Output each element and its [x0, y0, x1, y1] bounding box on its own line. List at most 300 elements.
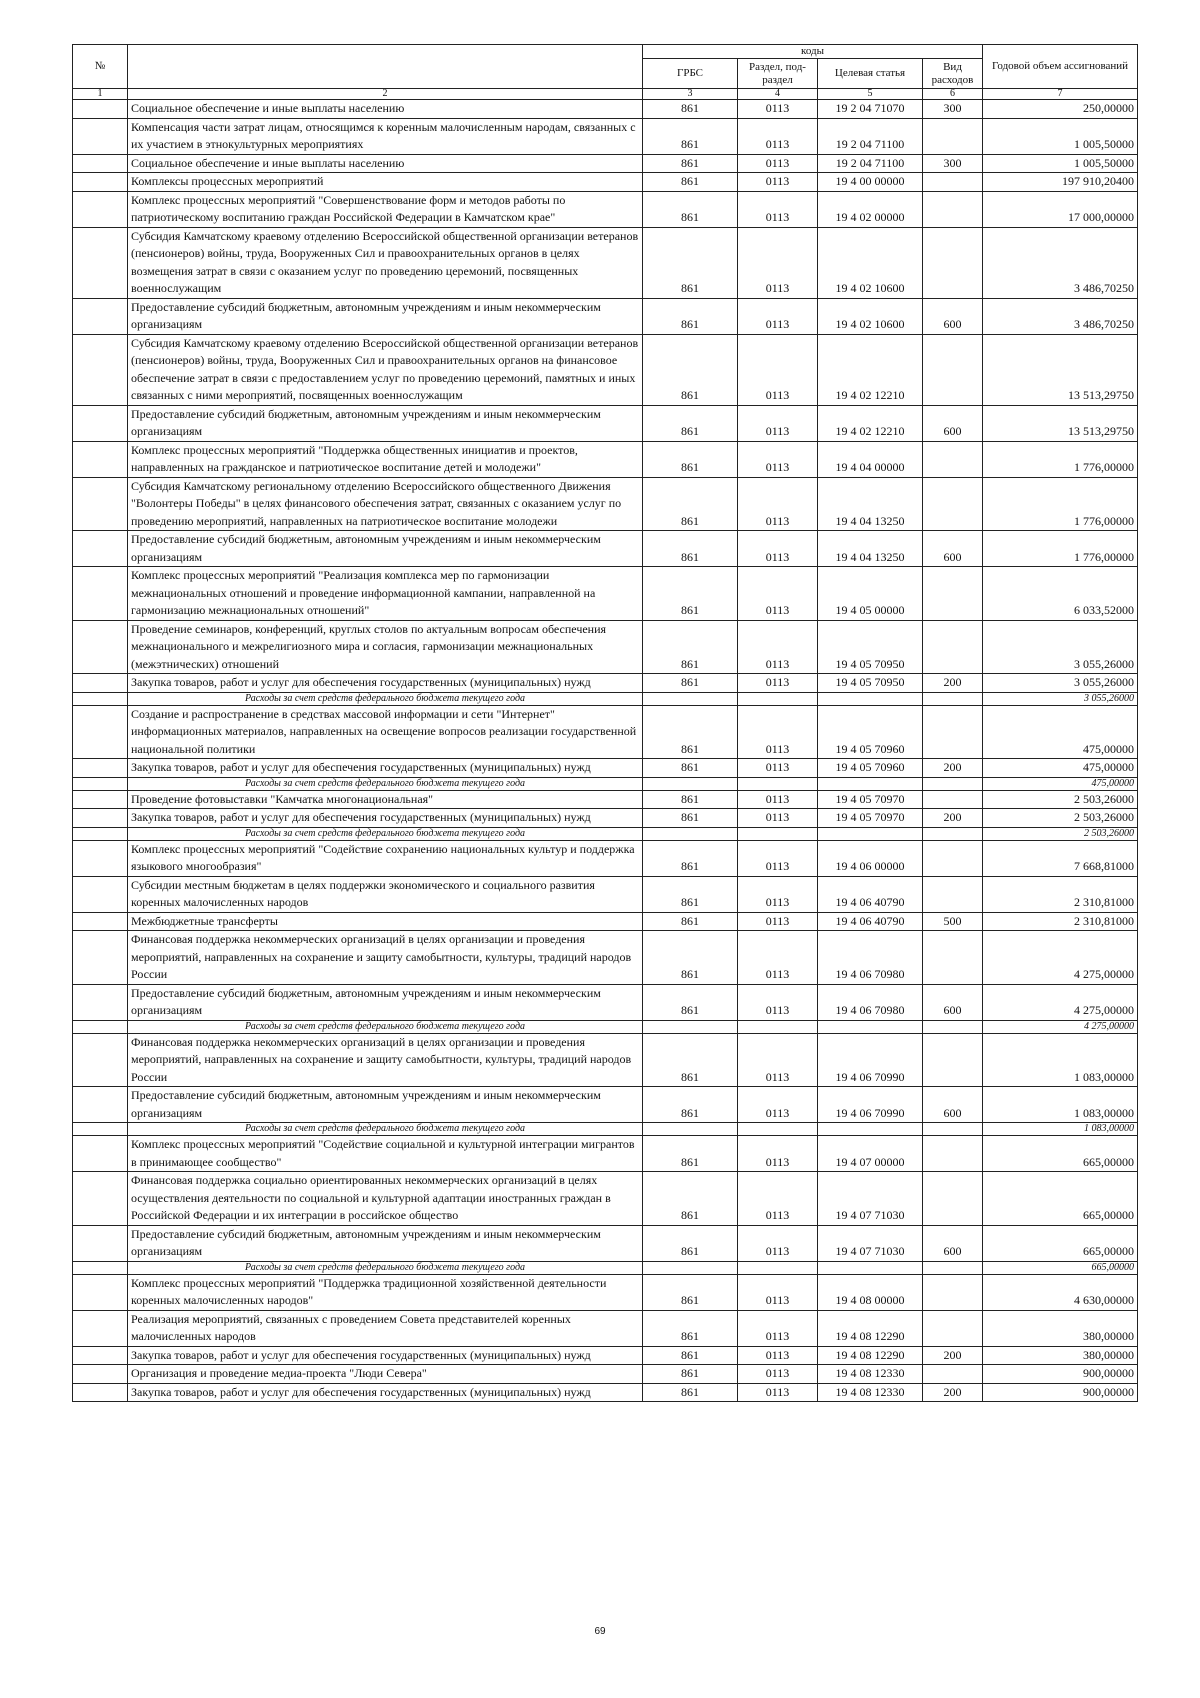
cell-grbs: 861	[643, 840, 738, 876]
cell-razdel: 0113	[738, 809, 818, 828]
cell-number	[73, 1365, 128, 1384]
cell-razdel: 0113	[738, 227, 818, 298]
cell-annual-volume: 1 776,00000	[983, 477, 1138, 531]
table-row	[73, 1383, 1138, 1402]
cell-annual-volume: 475,00000	[983, 705, 1138, 759]
cell-grbs: 861	[643, 1033, 738, 1087]
cell-razdel: 0113	[738, 984, 818, 1020]
header-col-number: 5	[818, 89, 923, 100]
cell-expense-type	[923, 1136, 983, 1172]
cell-razdel: 0113	[738, 1383, 818, 1402]
cell-razdel	[738, 1123, 818, 1136]
cell-name: Закупка товаров, работ и услуг для обеспечения государственных (муниципальных) нужд	[128, 759, 643, 778]
table-row	[73, 705, 1138, 759]
cell-razdel: 0113	[738, 173, 818, 192]
cell-annual-volume: 3 055,26000	[983, 692, 1138, 705]
cell-razdel: 0113	[738, 1365, 818, 1384]
budget-table	[72, 44, 1138, 1402]
cell-target-article	[818, 1020, 923, 1033]
cell-target-article	[818, 692, 923, 705]
table-header	[73, 45, 1138, 100]
federal-budget-row	[73, 1123, 1138, 1136]
table-row	[73, 154, 1138, 173]
table-row	[73, 1136, 1138, 1172]
cell-annual-volume: 665,00000	[983, 1225, 1138, 1261]
cell-grbs: 861	[643, 405, 738, 441]
cell-annual-volume: 3 055,26000	[983, 674, 1138, 693]
cell-razdel: 0113	[738, 1225, 818, 1261]
cell-expense-type	[923, 1310, 983, 1346]
cell-expense-type	[923, 1274, 983, 1310]
cell-target-article	[818, 1123, 923, 1136]
cell-annual-volume: 1 776,00000	[983, 531, 1138, 567]
cell-expense-type	[923, 790, 983, 809]
cell-target-article: 19 4 06 70990	[818, 1087, 923, 1123]
cell-annual-volume: 17 000,00000	[983, 191, 1138, 227]
cell-number	[73, 1087, 128, 1123]
cell-annual-volume: 1 776,00000	[983, 441, 1138, 477]
cell-expense-type	[923, 1123, 983, 1136]
cell-annual-volume: 2 503,26000	[983, 809, 1138, 828]
cell-grbs: 861	[643, 173, 738, 192]
cell-target-article: 19 4 05 70950	[818, 620, 923, 674]
cell-annual-volume: 197 910,20400	[983, 173, 1138, 192]
header-col-number: 2	[128, 89, 643, 100]
cell-grbs: 861	[643, 1274, 738, 1310]
cell-annual-volume: 1 005,50000	[983, 118, 1138, 154]
cell-number	[73, 827, 128, 840]
cell-annual-volume: 475,00000	[983, 777, 1138, 790]
cell-grbs: 861	[643, 912, 738, 931]
cell-name: Финансовая поддержка некоммерческих организаций в целях организации и проведения мероприятий, направленных на сохранение и защиту самобытности, культуры, традиций народов России	[128, 1033, 643, 1087]
cell-razdel: 0113	[738, 1346, 818, 1365]
cell-target-article: 19 4 02 12210	[818, 334, 923, 405]
cell-annual-volume: 2 503,26000	[983, 790, 1138, 809]
cell-annual-volume: 475,00000	[983, 759, 1138, 778]
cell-annual-volume: 1 083,00000	[983, 1123, 1138, 1136]
cell-name: Субсидии местным бюджетам в целях поддержки экономического и социального развития коренных малочисленных народов	[128, 876, 643, 912]
cell-grbs: 861	[643, 100, 738, 119]
cell-grbs: 861	[643, 154, 738, 173]
cell-target-article: 19 4 06 40790	[818, 912, 923, 931]
cell-grbs: 861	[643, 1087, 738, 1123]
cell-razdel: 0113	[738, 118, 818, 154]
cell-razdel	[738, 1020, 818, 1033]
cell-grbs: 861	[643, 1346, 738, 1365]
cell-target-article: 19 4 04 13250	[818, 477, 923, 531]
table-row	[73, 809, 1138, 828]
cell-razdel: 0113	[738, 298, 818, 334]
cell-razdel: 0113	[738, 441, 818, 477]
cell-annual-volume: 1 083,00000	[983, 1087, 1138, 1123]
cell-expense-type	[923, 692, 983, 705]
cell-target-article: 19 4 08 12330	[818, 1383, 923, 1402]
cell-number	[73, 692, 128, 705]
cell-grbs: 861	[643, 876, 738, 912]
cell-razdel: 0113	[738, 1274, 818, 1310]
cell-razdel	[738, 692, 818, 705]
cell-annual-volume: 2 310,81000	[983, 912, 1138, 931]
cell-razdel: 0113	[738, 1310, 818, 1346]
table-row	[73, 620, 1138, 674]
cell-expense-type	[923, 191, 983, 227]
header-col-number: 3	[643, 89, 738, 100]
cell-grbs: 861	[643, 334, 738, 405]
cell-target-article: 19 4 06 70980	[818, 931, 923, 985]
cell-razdel: 0113	[738, 912, 818, 931]
cell-grbs: 861	[643, 1310, 738, 1346]
header-annual-volume: Годовой объем ассигнований	[983, 45, 1138, 89]
cell-grbs: 861	[643, 191, 738, 227]
cell-name: Комплекс процессных мероприятий "Поддержка традиционной хозяйственной деятельности коренных малочисленных народов"	[128, 1274, 643, 1310]
cell-annual-volume: 380,00000	[983, 1310, 1138, 1346]
cell-annual-volume: 6 033,52000	[983, 567, 1138, 621]
cell-target-article: 19 4 05 70970	[818, 790, 923, 809]
cell-name: Предоставление субсидий бюджетным, автономным учреждениям и иным некоммерческим организациям	[128, 405, 643, 441]
cell-target-article: 19 4 08 12290	[818, 1310, 923, 1346]
cell-target-article: 19 4 08 12290	[818, 1346, 923, 1365]
cell-annual-volume: 4 275,00000	[983, 1020, 1138, 1033]
cell-annual-volume: 3 486,70250	[983, 298, 1138, 334]
cell-annual-volume: 900,00000	[983, 1383, 1138, 1402]
cell-name: Создание и распространение в средствах массовой информации и сети "Интернет" информационных материалов, направленных на освещение вопросов реализации государственной национальной политики	[128, 705, 643, 759]
cell-name: Расходы за счет средств федерального бюджета текущего года	[128, 692, 643, 705]
cell-number	[73, 790, 128, 809]
cell-name: Комплекс процессных мероприятий "Реализация комплекса мер по гармонизации межнациональных отношений и проведение информационной кампании, направленной на гармонизацию межнациональных отношений"	[128, 567, 643, 621]
table-row	[73, 118, 1138, 154]
header-number: №	[73, 45, 128, 89]
cell-expense-type	[923, 477, 983, 531]
cell-name: Расходы за счет средств федерального бюджета текущего года	[128, 1261, 643, 1274]
cell-name: Расходы за счет средств федерального бюджета текущего года	[128, 827, 643, 840]
cell-name: Закупка товаров, работ и услуг для обеспечения государственных (муниципальных) нужд	[128, 674, 643, 693]
cell-annual-volume: 2 503,26000	[983, 827, 1138, 840]
cell-expense-type	[923, 567, 983, 621]
cell-name: Предоставление субсидий бюджетным, автономным учреждениям и иным некоммерческим организациям	[128, 531, 643, 567]
cell-target-article: 19 4 05 00000	[818, 567, 923, 621]
header-col-number: 4	[738, 89, 818, 100]
cell-annual-volume: 250,00000	[983, 100, 1138, 119]
cell-razdel: 0113	[738, 477, 818, 531]
cell-grbs: 861	[643, 809, 738, 828]
cell-expense-type	[923, 1020, 983, 1033]
cell-target-article: 19 4 07 71030	[818, 1225, 923, 1261]
cell-number	[73, 531, 128, 567]
table-row	[73, 1346, 1138, 1365]
cell-name: Организация и проведение медиа-проекта "Люди Севера"	[128, 1365, 643, 1384]
cell-annual-volume: 4 275,00000	[983, 984, 1138, 1020]
cell-annual-volume: 1 083,00000	[983, 1033, 1138, 1087]
cell-expense-type: 600	[923, 405, 983, 441]
table-row	[73, 334, 1138, 405]
budget-table-sheet	[72, 44, 1137, 1402]
cell-number	[73, 777, 128, 790]
cell-target-article: 19 4 05 70960	[818, 759, 923, 778]
cell-expense-type: 600	[923, 984, 983, 1020]
cell-expense-type	[923, 334, 983, 405]
table-row	[73, 674, 1138, 693]
cell-grbs: 861	[643, 1383, 738, 1402]
cell-number	[73, 154, 128, 173]
cell-expense-type	[923, 876, 983, 912]
cell-number	[73, 1261, 128, 1274]
cell-name: Расходы за счет средств федерального бюджета текущего года	[128, 777, 643, 790]
cell-expense-type	[923, 705, 983, 759]
cell-target-article: 19 4 07 71030	[818, 1172, 923, 1226]
cell-number	[73, 912, 128, 931]
cell-grbs: 861	[643, 1172, 738, 1226]
cell-target-article: 19 4 04 13250	[818, 531, 923, 567]
table-row	[73, 173, 1138, 192]
cell-number	[73, 1136, 128, 1172]
cell-name: Финансовая поддержка социально ориентированных некоммерческих организаций в целях осуществления деятельности по социальной и культурной адаптации иностранных граждан в Российской Федерации и их интеграции в российское общество	[128, 1172, 643, 1226]
cell-target-article	[818, 1261, 923, 1274]
cell-number	[73, 191, 128, 227]
cell-expense-type	[923, 827, 983, 840]
cell-expense-type	[923, 931, 983, 985]
table-row	[73, 1365, 1138, 1384]
cell-number	[73, 1225, 128, 1261]
cell-grbs: 861	[643, 227, 738, 298]
cell-name: Финансовая поддержка некоммерческих организаций в целях организации и проведения мероприятий, направленных на сохранение и защиту самобытности, культуры, традиций народов России	[128, 931, 643, 985]
cell-annual-volume: 380,00000	[983, 1346, 1138, 1365]
cell-target-article: 19 4 02 10600	[818, 227, 923, 298]
cell-annual-volume: 665,00000	[983, 1261, 1138, 1274]
cell-target-article: 19 4 06 40790	[818, 876, 923, 912]
cell-razdel: 0113	[738, 100, 818, 119]
table-row	[73, 191, 1138, 227]
cell-grbs: 861	[643, 567, 738, 621]
cell-target-article: 19 2 04 71070	[818, 100, 923, 119]
cell-annual-volume: 13 513,29750	[983, 405, 1138, 441]
cell-name: Закупка товаров, работ и услуг для обеспечения государственных (муниципальных) нужд	[128, 1383, 643, 1402]
cell-number	[73, 620, 128, 674]
cell-expense-type: 200	[923, 809, 983, 828]
cell-annual-volume: 900,00000	[983, 1365, 1138, 1384]
federal-budget-row	[73, 827, 1138, 840]
cell-grbs: 861	[643, 674, 738, 693]
cell-razdel: 0113	[738, 1136, 818, 1172]
cell-expense-type	[923, 1261, 983, 1274]
cell-target-article: 19 4 04 00000	[818, 441, 923, 477]
table-row	[73, 567, 1138, 621]
cell-grbs: 861	[643, 620, 738, 674]
cell-razdel	[738, 1261, 818, 1274]
cell-name: Субсидия Камчатскому краевому отделению Всероссийской общественной организации ветеранов (пенсионеров) войны, труда, Вооруженных Сил и правоохранительных органов на финансовое обеспечение затрат в связи с предоставлением услуг по проведению церемоний, памятных и иных связанных с ними мероприятий, посвященных военнослужащим	[128, 334, 643, 405]
cell-number	[73, 840, 128, 876]
cell-number	[73, 705, 128, 759]
federal-budget-row	[73, 1020, 1138, 1033]
cell-expense-type	[923, 118, 983, 154]
cell-name: Компенсация части затрат лицам, относящимся к коренным малочисленным народам, связанных с их участием в этнокультурных мероприятиях	[128, 118, 643, 154]
header-col-number: 7	[983, 89, 1138, 100]
cell-target-article: 19 4 05 70950	[818, 674, 923, 693]
cell-grbs: 861	[643, 790, 738, 809]
table-row	[73, 100, 1138, 119]
cell-annual-volume: 665,00000	[983, 1136, 1138, 1172]
cell-number	[73, 298, 128, 334]
cell-name: Комплекс процессных мероприятий "Содействие социальной и культурной интеграции мигрантов в принимающее сообщество"	[128, 1136, 643, 1172]
cell-expense-type: 600	[923, 531, 983, 567]
cell-annual-volume: 1 005,50000	[983, 154, 1138, 173]
cell-number	[73, 1310, 128, 1346]
table-body	[73, 100, 1138, 1402]
header-expense-type: Вид расходов	[923, 59, 983, 89]
cell-razdel	[738, 777, 818, 790]
cell-number	[73, 567, 128, 621]
cell-number	[73, 118, 128, 154]
cell-expense-type	[923, 173, 983, 192]
cell-number	[73, 1346, 128, 1365]
table-row	[73, 984, 1138, 1020]
cell-grbs: 861	[643, 441, 738, 477]
header-razdel: Раздел, под-раздел	[738, 59, 818, 89]
table-row	[73, 477, 1138, 531]
cell-name: Социальное обеспечение и иные выплаты населению	[128, 100, 643, 119]
cell-target-article: 19 4 05 70970	[818, 809, 923, 828]
cell-number	[73, 100, 128, 119]
cell-expense-type: 200	[923, 759, 983, 778]
cell-annual-volume: 2 310,81000	[983, 876, 1138, 912]
cell-number	[73, 876, 128, 912]
header-col-number: 1	[73, 89, 128, 100]
table-row	[73, 840, 1138, 876]
cell-expense-type	[923, 1033, 983, 1087]
cell-expense-type	[923, 620, 983, 674]
cell-expense-type	[923, 1172, 983, 1226]
cell-target-article: 19 4 06 00000	[818, 840, 923, 876]
cell-grbs	[643, 777, 738, 790]
cell-number	[73, 1033, 128, 1087]
cell-razdel: 0113	[738, 405, 818, 441]
federal-budget-row	[73, 777, 1138, 790]
cell-razdel: 0113	[738, 191, 818, 227]
table-row	[73, 298, 1138, 334]
cell-number	[73, 1020, 128, 1033]
cell-annual-volume: 665,00000	[983, 1172, 1138, 1226]
cell-grbs	[643, 1020, 738, 1033]
cell-name: Предоставление субсидий бюджетным, автономным учреждениям и иным некоммерческим организациям	[128, 984, 643, 1020]
cell-name: Межбюджетные трансферты	[128, 912, 643, 931]
cell-number	[73, 809, 128, 828]
page-number: 69	[594, 1626, 606, 1637]
cell-razdel	[738, 827, 818, 840]
cell-razdel: 0113	[738, 931, 818, 985]
cell-name: Предоставление субсидий бюджетным, автономным учреждениям и иным некоммерческим организациям	[128, 298, 643, 334]
cell-number	[73, 173, 128, 192]
cell-razdel: 0113	[738, 876, 818, 912]
table-row	[73, 1172, 1138, 1226]
cell-razdel: 0113	[738, 1172, 818, 1226]
cell-grbs	[643, 1261, 738, 1274]
cell-expense-type	[923, 1365, 983, 1384]
cell-razdel: 0113	[738, 759, 818, 778]
cell-annual-volume: 13 513,29750	[983, 334, 1138, 405]
cell-grbs: 861	[643, 759, 738, 778]
cell-target-article: 19 4 08 12330	[818, 1365, 923, 1384]
cell-grbs: 861	[643, 1225, 738, 1261]
cell-razdel: 0113	[738, 705, 818, 759]
cell-name: Расходы за счет средств федерального бюджета текущего года	[128, 1020, 643, 1033]
cell-expense-type: 200	[923, 1346, 983, 1365]
cell-number	[73, 405, 128, 441]
cell-razdel: 0113	[738, 154, 818, 173]
table-row	[73, 759, 1138, 778]
cell-target-article: 19 4 02 10600	[818, 298, 923, 334]
cell-name: Предоставление субсидий бюджетным, автономным учреждениям и иным некоммерческим организациям	[128, 1225, 643, 1261]
table-row	[73, 1225, 1138, 1261]
cell-number	[73, 1383, 128, 1402]
cell-number	[73, 759, 128, 778]
header-grbs: ГРБС	[643, 59, 738, 89]
cell-number	[73, 477, 128, 531]
table-row	[73, 405, 1138, 441]
cell-expense-type: 200	[923, 1383, 983, 1402]
cell-expense-type: 600	[923, 1225, 983, 1261]
cell-target-article: 19 4 02 00000	[818, 191, 923, 227]
cell-grbs: 861	[643, 931, 738, 985]
cell-target-article	[818, 777, 923, 790]
table-row	[73, 790, 1138, 809]
cell-name: Закупка товаров, работ и услуг для обеспечения государственных (муниципальных) нужд	[128, 1346, 643, 1365]
cell-target-article: 19 4 05 70960	[818, 705, 923, 759]
cell-grbs: 861	[643, 1365, 738, 1384]
header-col-number: 6	[923, 89, 983, 100]
cell-grbs: 861	[643, 477, 738, 531]
cell-target-article: 19 2 04 71100	[818, 118, 923, 154]
cell-expense-type	[923, 227, 983, 298]
cell-expense-type	[923, 840, 983, 876]
cell-target-article: 19 2 04 71100	[818, 154, 923, 173]
table-row	[73, 912, 1138, 931]
cell-razdel: 0113	[738, 674, 818, 693]
cell-name: Комплексы процессных мероприятий	[128, 173, 643, 192]
cell-expense-type	[923, 441, 983, 477]
cell-name: Реализация мероприятий, связанных с проведением Совета представителей коренных малочисленных народов	[128, 1310, 643, 1346]
cell-target-article: 19 4 06 70990	[818, 1033, 923, 1087]
cell-razdel: 0113	[738, 1033, 818, 1087]
cell-name: Закупка товаров, работ и услуг для обеспечения государственных (муниципальных) нужд	[128, 809, 643, 828]
cell-number	[73, 1274, 128, 1310]
table-row	[73, 1274, 1138, 1310]
header-codes: коды	[643, 45, 983, 59]
cell-number	[73, 227, 128, 298]
cell-expense-type: 500	[923, 912, 983, 931]
table-row	[73, 876, 1138, 912]
cell-number	[73, 674, 128, 693]
cell-expense-type: 300	[923, 154, 983, 173]
cell-name: Комплекс процессных мероприятий "Совершенствование форм и методов работы по патриотическому воспитанию граждан Российской Федерации в Камчатском крае"	[128, 191, 643, 227]
header-target-article: Целевая статья	[818, 59, 923, 89]
cell-name: Субсидия Камчатскому региональному отделению Всероссийского общественного Движения "Волонтеры Победы" в целях финансового обеспечения затрат, связанных с оказанием услуг по проведению мероприятий, направленных на патриотическое воспитание молодежи	[128, 477, 643, 531]
cell-expense-type: 600	[923, 1087, 983, 1123]
cell-annual-volume: 3 055,26000	[983, 620, 1138, 674]
cell-number	[73, 441, 128, 477]
cell-name: Комплекс процессных мероприятий "Поддержка общественных инициатив и проектов, направленных на гражданское и патриотическое воспитание детей и молодежи"	[128, 441, 643, 477]
cell-annual-volume: 3 486,70250	[983, 227, 1138, 298]
cell-razdel: 0113	[738, 1087, 818, 1123]
table-row	[73, 931, 1138, 985]
federal-budget-row	[73, 1261, 1138, 1274]
cell-razdel: 0113	[738, 334, 818, 405]
cell-expense-type	[923, 777, 983, 790]
federal-budget-row	[73, 692, 1138, 705]
cell-razdel: 0113	[738, 531, 818, 567]
cell-annual-volume: 4 630,00000	[983, 1274, 1138, 1310]
table-row	[73, 1033, 1138, 1087]
cell-annual-volume: 7 668,81000	[983, 840, 1138, 876]
cell-annual-volume: 4 275,00000	[983, 931, 1138, 985]
